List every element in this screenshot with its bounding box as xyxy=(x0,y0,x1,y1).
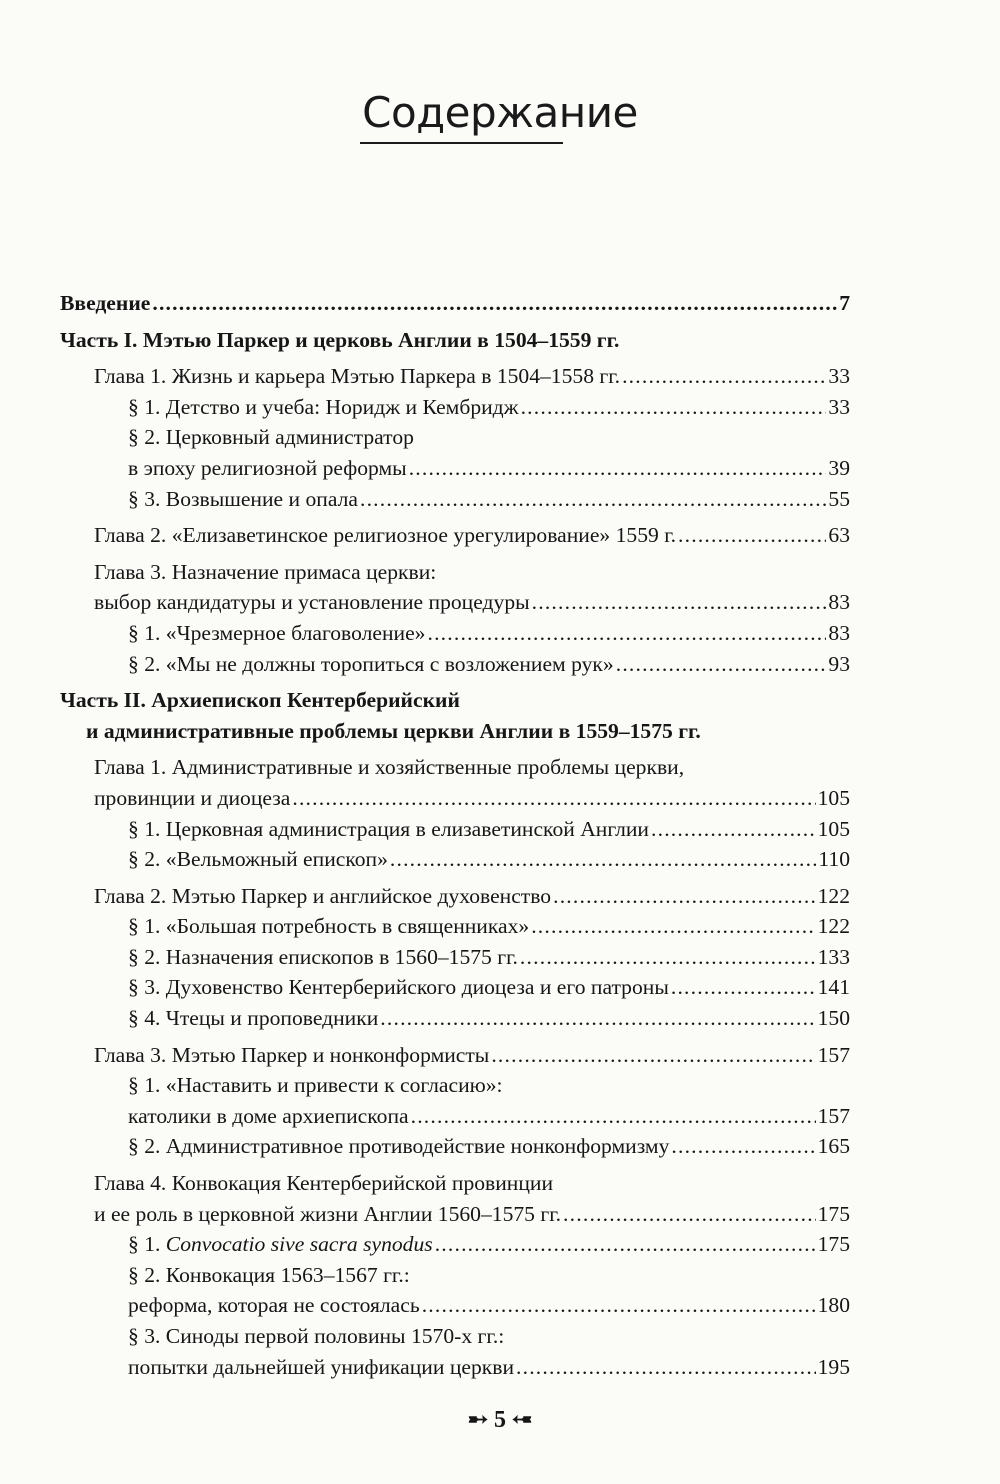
dot-leader xyxy=(553,881,816,912)
toc-entry-p2-ch4-s1[interactable] xyxy=(60,1229,850,1260)
dot-leader xyxy=(651,814,816,845)
toc-entry-p1-ch2[interactable] xyxy=(60,520,850,551)
toc-page-number: 63 xyxy=(828,523,850,548)
toc-entry-title: и ее роль в церковной жизни Англии 1560–1575 гг. xyxy=(94,1201,562,1226)
latin-title: Convocatio sive sacra synodus xyxy=(165,1232,433,1257)
dot-leader xyxy=(521,392,827,423)
toc-entry-p1-ch3-s1[interactable] xyxy=(60,618,850,649)
toc-entry-intro[interactable] xyxy=(60,288,850,319)
dot-leader xyxy=(411,1101,816,1132)
dot-leader xyxy=(531,911,815,942)
toc-entry-p2-ch1[interactable] xyxy=(60,783,850,814)
toc-part-2-title-line2: и административные проблемы церкви Англии в 1559–1575 гг. xyxy=(86,718,701,743)
toc-entry-title: Введение xyxy=(60,291,151,315)
toc-entry-title: § 3. Духовенство Кентерберийского диоцеза и его патроны xyxy=(128,975,669,1000)
dot-leader xyxy=(671,1131,815,1162)
toc-part-1-title: Часть I. Мэтью Паркер и церковь Англии в 1504–1559 гг. xyxy=(60,327,620,352)
toc-page-number: 105 xyxy=(817,785,850,810)
toc-entry-p2-ch4-s2-line1[interactable]: § 2. Конвокация 1563–1567 гг.: xyxy=(128,1262,410,1287)
dot-leader xyxy=(622,361,826,392)
page-number: 5 xyxy=(494,1407,506,1433)
dot-leader xyxy=(678,520,826,551)
toc-page-number: 105 xyxy=(817,816,850,841)
toc-entry-p2-ch4[interactable] xyxy=(60,1199,850,1230)
toc-page-number: 141 xyxy=(817,975,850,1000)
toc-entry-p1-ch1-s2[interactable] xyxy=(60,453,850,484)
toc-page-number: 175 xyxy=(817,1201,850,1226)
toc-page-number: 157 xyxy=(817,1042,850,1067)
toc-entry-p1-ch1[interactable] xyxy=(60,361,850,392)
dot-leader xyxy=(563,1199,816,1230)
dot-leader xyxy=(532,587,827,618)
toc-entry-p1-ch3-line1[interactable]: Глава 3. Назначение примаса церкви: xyxy=(94,559,437,584)
dot-leader xyxy=(671,972,816,1003)
toc-page-number: 157 xyxy=(817,1103,850,1128)
toc-page-number: 83 xyxy=(828,620,850,645)
toc-page-number: 122 xyxy=(817,914,850,939)
page-title: Содержание xyxy=(362,88,638,137)
toc-page-number: 83 xyxy=(828,590,850,615)
dot-leader xyxy=(409,453,827,484)
toc-entry-p2-ch1-s2[interactable] xyxy=(60,844,850,875)
toc-part-2-title-line1: Часть II. Архиепископ Кентерберийский xyxy=(60,688,460,713)
dot-leader xyxy=(152,288,837,319)
toc-entry-p2-ch4-line1[interactable]: Глава 4. Конвокация Кентерберийской провинции xyxy=(94,1171,554,1196)
toc-entry-title: § 1. «Чрезмерное благоволение» xyxy=(128,620,426,645)
toc-page-number: 33 xyxy=(828,364,850,389)
toc-page-number: 133 xyxy=(817,944,850,969)
toc-entry-p2-ch2-s2[interactable] xyxy=(60,942,850,973)
toc-entry-p2-ch3-s1-line1[interactable]: § 1. «Наставить и привести к согласию»: xyxy=(128,1073,503,1098)
toc-page-number: 110 xyxy=(818,847,850,872)
ornament-left-icon: ➸ xyxy=(467,1407,488,1433)
dot-leader xyxy=(292,783,815,814)
toc-entry-p2-ch1-line1[interactable]: Глава 1. Административные и хозяйственные проблемы церкви, xyxy=(94,755,685,780)
toc-page-number: 55 xyxy=(828,486,850,511)
title-underline xyxy=(360,142,563,144)
toc-page-number: 165 xyxy=(817,1134,850,1159)
toc-entry-title xyxy=(128,1229,433,1260)
toc-entry-title: провинции и диоцеза xyxy=(94,785,291,810)
page-number-footer xyxy=(0,1405,1000,1434)
toc-page-number: 180 xyxy=(817,1293,850,1318)
toc-entry-p2-ch2[interactable] xyxy=(60,881,850,912)
toc-page-number: 7 xyxy=(839,291,850,315)
toc-entry-title: § 2. Назначения епископов в 1560–1575 гг. xyxy=(128,944,518,969)
dot-leader xyxy=(516,1352,816,1383)
toc-entry-title: выбор кандидатуры и установление процедуры xyxy=(94,590,530,615)
toc-entry-title: § 2. Административное противодействие нонконформизму xyxy=(128,1134,670,1159)
toc-entry-title: Глава 2. Мэтью Паркер и английское духовенство xyxy=(94,883,552,908)
toc-entry-p2-ch4-s3[interactable] xyxy=(60,1352,850,1383)
toc-entry-p2-ch4-s2[interactable] xyxy=(60,1290,850,1321)
toc-entry-p2-ch2-s3[interactable] xyxy=(60,972,850,1003)
table-of-contents xyxy=(60,288,850,1382)
toc-page-number: 195 xyxy=(817,1354,850,1379)
toc-entry-title: Глава 2. «Елизаветинское религиозное урегулирование» 1559 г. xyxy=(94,523,677,548)
toc-entry-p2-ch3[interactable] xyxy=(60,1040,850,1071)
toc-entry-p1-ch1-s3[interactable] xyxy=(60,484,850,515)
toc-entry-title: попытки дальнейшей унификации церкви xyxy=(128,1354,514,1379)
toc-page-number: 39 xyxy=(828,455,850,480)
toc-entry-title: § 1. Детство и учеба: Норидж и Кембридж xyxy=(128,394,519,419)
toc-page-number: 150 xyxy=(817,1006,850,1031)
toc-entry-p2-ch4-s3-line1[interactable]: § 3. Синоды первой половины 1570-х гг.: xyxy=(128,1324,505,1348)
toc-entry-title: § 2. «Вельможный епископ» xyxy=(128,847,388,872)
toc-entry-title: § 3. Возвышение и опала xyxy=(128,486,358,511)
toc-entry-p2-ch2-s4[interactable] xyxy=(60,1003,850,1034)
toc-entry-title: реформа, которая не состоялась xyxy=(128,1293,420,1318)
toc-entry-p2-ch3-s1[interactable] xyxy=(60,1101,850,1132)
toc-page-number: 93 xyxy=(828,651,850,676)
dot-leader xyxy=(380,1003,815,1034)
dot-leader xyxy=(435,1229,816,1260)
toc-entry-p1-ch3-s2[interactable] xyxy=(60,649,850,680)
toc-entry-title: § 4. Чтецы и проповедники xyxy=(128,1006,379,1031)
dot-leader xyxy=(491,1040,815,1071)
toc-entry-title: католики в доме архиепископа xyxy=(128,1103,409,1128)
dot-leader xyxy=(360,484,826,515)
toc-entry-title: § 1. «Большая потребность в священниках» xyxy=(128,914,530,939)
dot-leader xyxy=(427,618,826,649)
toc-entry-p1-ch1-s1[interactable] xyxy=(60,392,850,423)
toc-entry-title: Глава 3. Мэтью Паркер и нонконформисты xyxy=(94,1042,490,1067)
toc-entry-title: § 1. Церковная администрация в елизаветинской Англии xyxy=(128,816,649,841)
dot-leader xyxy=(616,649,827,680)
dot-leader xyxy=(390,844,817,875)
toc-entry-title: § 2. «Мы не должны торопиться с возложением рук» xyxy=(128,651,614,676)
toc-entry-p1-ch3[interactable] xyxy=(60,587,850,618)
toc-entry-title: в эпоху религиозной реформы xyxy=(128,455,407,480)
toc-entry-p2-ch3-s2[interactable] xyxy=(60,1131,850,1162)
ornament-right-icon: ➸ xyxy=(512,1407,533,1433)
toc-page-number: 175 xyxy=(817,1232,850,1257)
toc-entry-title: Глава 1. Жизнь и карьера Мэтью Паркера в 1504–1558 гг. xyxy=(94,364,621,389)
section-prefix: § 1. xyxy=(128,1232,166,1257)
dot-leader xyxy=(422,1290,816,1321)
toc-entry-p2-ch2-s1[interactable] xyxy=(60,911,850,942)
toc-page-number: 33 xyxy=(828,394,850,419)
toc-page-number: 122 xyxy=(817,883,850,908)
toc-entry-p1-ch1-s2-line1[interactable]: § 2. Церковный администратор xyxy=(128,425,414,450)
dot-leader xyxy=(520,942,816,973)
toc-entry-p2-ch1-s1[interactable] xyxy=(60,814,850,845)
